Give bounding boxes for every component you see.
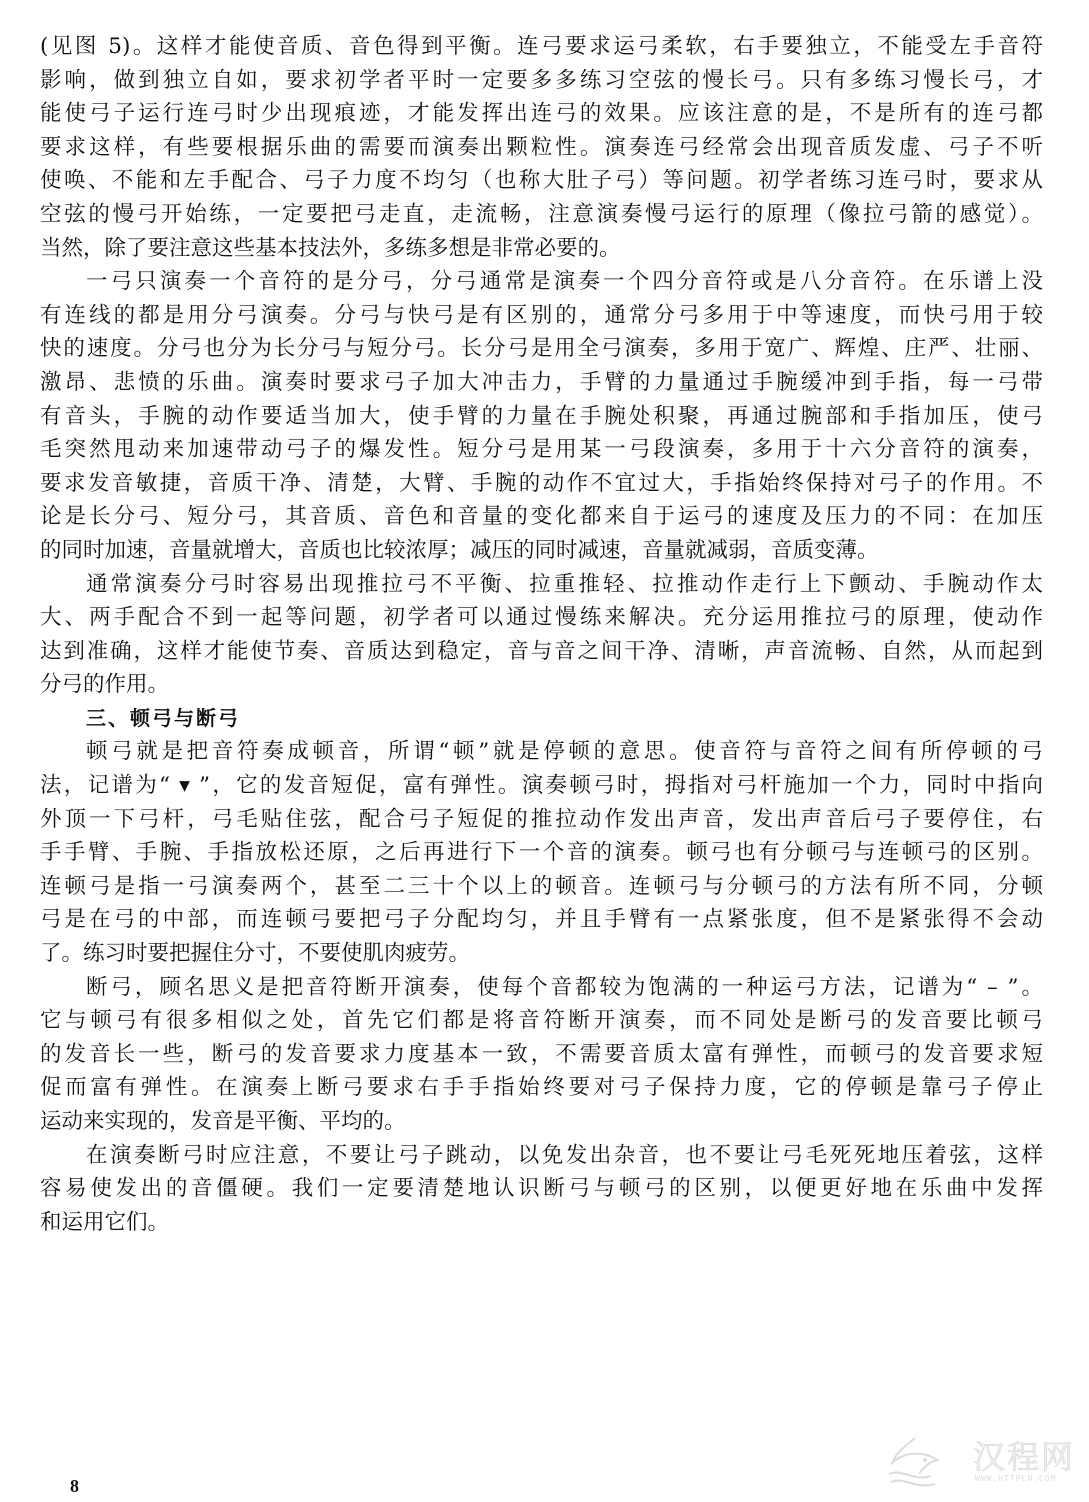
text-line: (见图 5)。这样才能使音质、音色得到平衡。连弓要求运弓柔软，右手要独立，不能受左手音符 [40,34,1043,59]
text-line: 运动来实现的，发音是平衡、平均的。 [40,1109,406,1134]
paragraph-continuation [40,30,1043,265]
document-page [40,30,1043,1239]
text-line: 容易使发出的音僵硬。我们一定要清楚地认识断弓与顿弓的区别，以便更好地在乐曲中发挥 [40,1176,1043,1202]
paragraph-detache-bow [40,971,1043,1139]
text-line: 影响，做到独立自如，要求初学者平时一定要多多练习空弦的慢长弓。只有多练习慢长弓，才 [40,67,1043,93]
text-line: 要求这样，有些要根据乐曲的需要而演奏出颗粒性。演奏连弓经常会出现音质发虚、弓子不听 [40,134,1043,160]
text-line: 法，记谱为“ ▾ ”，它的发音短促，富有弹性。演奏顿弓时，拇指对弓杆施加一个力，同时中指向 [40,773,1043,799]
text-line: 的发音长一些，断弓的发音要求力度基本一致，不需要音质太富有弹性，而顿弓的发音要求短 [40,1041,1043,1067]
text-line: 达到准确，这样才能使节奏、音质达到稳定，音与音之间干净、清晰，声音流畅、自然，从而起到 [40,638,1043,664]
text-line: 断弓，顾名思义是把音符断开演奏，使每个音都较为饱满的一种运弓方法，记谱为“ – ”。 [86,974,1043,1000]
fish-wave-logo-icon [885,1432,945,1492]
page-number: 8 [70,1476,79,1496]
watermark-title: 汉程网 [973,1438,1076,1476]
text-line: 激昂、悲愤的乐曲。演奏时要求弓子加大冲击力，手臂的力量通过手腕缓冲到手指，每一弓带 [40,369,1043,395]
watermark-url: WWW.HTTPCN.COM [975,1474,1057,1483]
paragraph-detached-bow [40,265,1043,567]
text-line: 的同时加速，音量就增大，音质也比较浓厚；减压的同时减速，音量就减弱，音质变薄。 [40,537,879,563]
text-line: 弓是在弓的中部，而连顿弓要把弓子分配均匀，并且手臂有一点紧张度，但不是紧张得不会动 [40,907,1043,933]
text-line: 和运用它们。 [40,1209,170,1235]
text-line: 大、两手配合不到一起等问题，初学者可以通过慢练来解决。充分运用推拉弓的原理，使动作 [40,605,1043,631]
text-line: 论是长分弓、短分弓，其音质、音色和音量的变化都来自于运弓的速度及压力的不同：在加压 [40,504,1043,530]
text-line: 连顿弓是指一弓演奏两个，甚至二三十个以上的顿音。连顿弓与分顿弓的方法有所不同，分顿 [40,873,1043,899]
text-line: 了。练习时要把握住分寸，不要使肌肉疲劳。 [40,941,471,967]
text-line: 要求发音敏捷，音质干净、清楚，大臂、手腕的动作不宜过大，手指始终保持对弓子的作用。不 [40,470,1043,496]
text-line: 当然，除了要注意这些基本技法外，多练多想是非常必要的。 [40,235,621,261]
text-line: 它与顿弓有很多相似之处，首先它们都是将音符断开演奏，而不同处是断弓的发音要比顿弓 [40,1008,1043,1034]
text-line: 顿弓就是把音符奏成顿音，所谓“顿”就是停顿的意思。使音符与音符之间有所停顿的弓 [86,739,1043,765]
paragraph-detache-notes [40,1139,1043,1240]
text-line: 使唤、不能和左手配合、弓子力度不均匀（也称大肚子弓）等问题。初学者练习连弓时，要求从 [40,168,1043,194]
text-line: 外顶一下弓杆，弓毛贴住弦，配合弓子短促的推拉动作发出声音，发出声音后弓子要停住，右 [40,806,1043,832]
paragraph-common-issues [40,568,1043,702]
text-line: 快的速度。分弓也分为长分弓与短分弓。长分弓是用全弓演奏，多用于宽广、辉煌、庄严、壮丽、 [40,336,1043,362]
text-line: 毛突然甩动来加速带动弓子的爆发性。短分弓是用某一弓段演奏，多用于十六分音符的演奏， [40,437,1043,463]
text-line: 手手臂、手腕、手指放松还原，之后再进行下一个音的演奏。顿弓也有分顿弓与连顿弓的区别。 [40,840,1043,866]
watermark [885,1428,1085,1498]
text-line: 促而富有弹性。在演奏上断弓要求右手手指始终要对弓子保持力度，它的停顿是靠弓子停止 [40,1075,1043,1101]
text-line: 通常演奏分弓时容易出现推拉弓不平衡、拉重推轻、拉推动作走行上下颤动、手腕动作太 [86,571,1043,597]
paragraph-staccato-bow [40,735,1043,970]
text-line: 能使弓子运行连弓时少出现痕迹，才能发挥出连弓的效果。应该注意的是，不是所有的连弓都 [40,101,1043,127]
text-line: 空弦的慢弓开始练，一定要把弓走直，走流畅，注意演奏慢弓运行的原理（像拉弓箭的感觉）。 [40,201,1043,227]
text-line: 在演奏断弓时应注意，不要让弓子跳动，以免发出杂音，也不要让弓毛死死地压着弦，这样 [86,1142,1043,1168]
text-line: 有音头，手腕的动作要适当加大，使手臂的力量在手腕处积聚，再通过腕部和手指加压，使弓 [40,403,1043,429]
text-line: 有连线的都是用分弓演奏。分弓与快弓是有区别的，通常分弓多用于中等速度，而快弓用于较 [40,302,1043,328]
text-line: 一弓只演奏一个音符的是分弓，分弓通常是演奏一个四分音符或是八分音符。在乐谱上没 [86,269,1043,295]
text-line: 分弓的作用。 [40,672,170,698]
section-heading: 三、顿弓与断弓 [86,705,240,730]
